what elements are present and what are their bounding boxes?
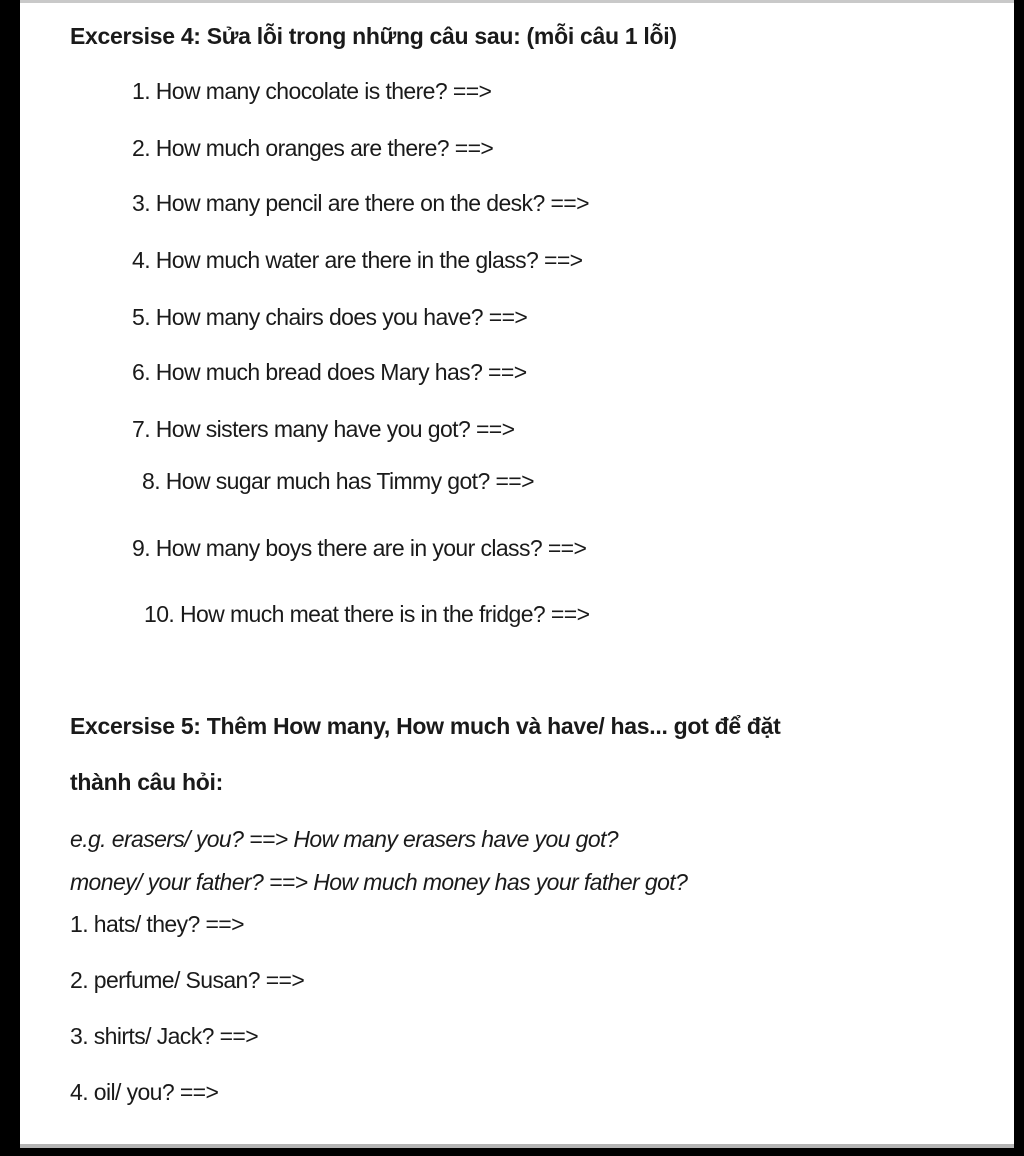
exercise-5-example-1: e.g. erasers/ you? ==> How many erasers have you got?: [70, 826, 618, 852]
exercise-4-item-1: 1. How many chocolate is there? ==>: [132, 78, 492, 104]
exercise-4-item-3: 3. How many pencil are there on the desk? ==>: [132, 190, 589, 216]
exercise-5-example-2: money/ your father? ==> How much money has your father got?: [70, 869, 688, 895]
exercise-4-item-4: 4. How much water are there in the glass? ==>: [132, 247, 583, 273]
exercise-5-item-1: 1. hats/ they? ==>: [70, 911, 244, 937]
exercise-4-title: Excersise 4: Sửa lỗi trong những câu sau: (mỗi câu 1 lỗi): [70, 23, 677, 49]
exercise-5-item-2: 2. perfume/ Susan? ==>: [70, 967, 305, 993]
exercise-4-item-7: 7. How sisters many have you got? ==>: [132, 416, 515, 442]
exercise-4-item-10: 10. How much meat there is in the fridge? ==>: [144, 601, 590, 627]
exercise-5-item-4: 4. oil/ you? ==>: [70, 1079, 219, 1105]
exercise-4-item-8: 8. How sugar much has Timmy got? ==>: [142, 468, 534, 494]
exercise-4-item-9: 9. How many boys there are in your class? ==>: [132, 535, 587, 561]
exercise-4-item-6: 6. How much bread does Mary has? ==>: [132, 359, 527, 385]
document-page: [20, 0, 1014, 1148]
exercise-4-item-2: 2. How much oranges are there? ==>: [132, 135, 494, 161]
exercise-5-title-line-2: thành câu hỏi:: [70, 769, 223, 795]
exercise-5-title-line-1: Excersise 5: Thêm How many, How much và have/ has... got để đặt: [70, 713, 781, 739]
exercise-4-item-5: 5. How many chairs does you have? ==>: [132, 304, 528, 330]
exercise-5-item-3: 3. shirts/ Jack? ==>: [70, 1023, 259, 1049]
